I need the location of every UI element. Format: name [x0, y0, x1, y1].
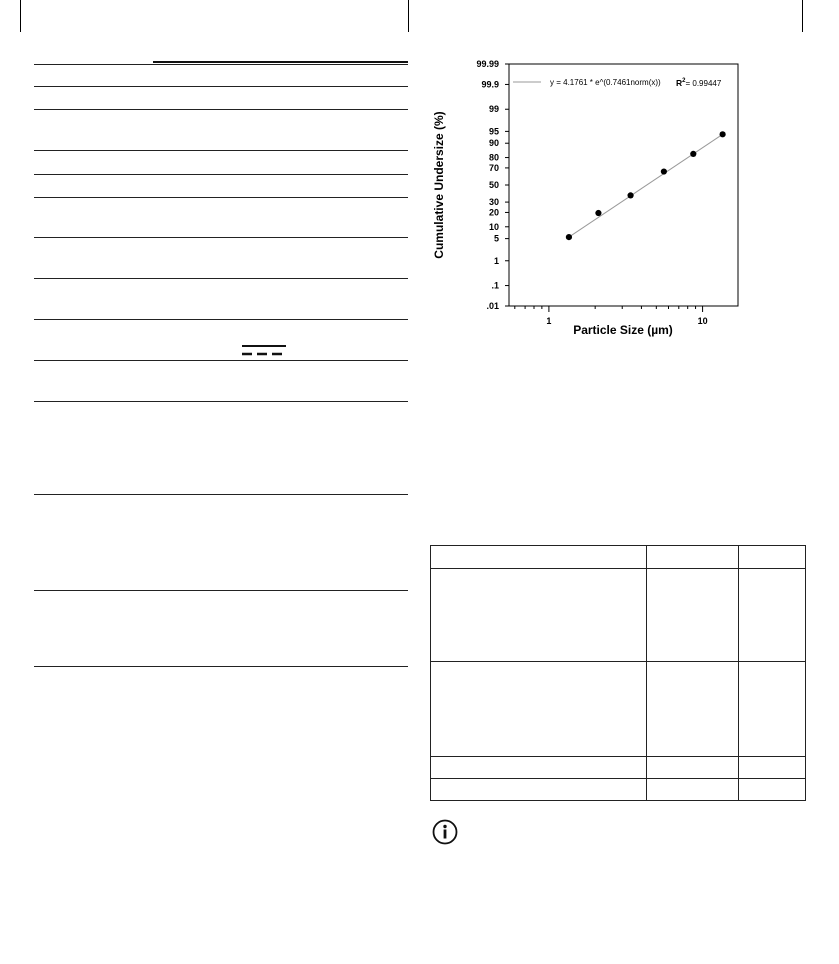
- y-tick-label: 95: [488, 126, 499, 137]
- table-cell: [647, 779, 739, 801]
- y-tick-label: 5: [493, 233, 499, 244]
- data-point: [661, 168, 667, 174]
- data-point: [595, 210, 601, 216]
- y-tick-label: 99.99: [476, 59, 499, 69]
- y-tick-label: 20: [488, 207, 499, 218]
- data-point: [690, 151, 696, 157]
- table-cell: [647, 546, 739, 569]
- table-rule: [34, 64, 408, 65]
- table-cell: [739, 569, 806, 662]
- table-rule: [34, 494, 408, 495]
- table-row: [431, 779, 806, 801]
- x-axis-title: Particle Size (µm): [573, 323, 673, 337]
- table-rule: [34, 590, 408, 591]
- table-cell: [647, 757, 739, 779]
- y-tick-label: 70: [488, 162, 499, 173]
- table-row: [431, 569, 806, 662]
- table-rule: [34, 86, 408, 87]
- table-cell: [739, 757, 806, 779]
- line-style-legend-icon: [242, 344, 286, 356]
- table-cell: [431, 546, 647, 569]
- table-cell: [647, 662, 739, 757]
- data-point: [720, 131, 726, 137]
- y-axis-title: Cumulative Undersize (%): [432, 111, 446, 259]
- y-tick-label: 50: [488, 180, 499, 190]
- table-rule: [34, 109, 408, 110]
- y-axis-ticks: [476, 59, 509, 311]
- crop-mark-top-left: [20, 0, 21, 32]
- table-rule: [34, 174, 408, 175]
- table-cell: [431, 757, 647, 779]
- table-row: [431, 757, 806, 779]
- table-cell: [739, 546, 806, 569]
- right-table: [430, 545, 806, 801]
- crop-mark-top-right: [802, 0, 803, 32]
- table-cell: [647, 569, 739, 662]
- y-tick-label: 10: [488, 221, 499, 232]
- particle-size-probability-chart: [425, 52, 755, 352]
- table-rule: [34, 319, 408, 320]
- table-cell: [431, 662, 647, 757]
- table-cell: [739, 662, 806, 757]
- table-rule: [34, 360, 408, 361]
- table-rule-thick: [153, 61, 408, 63]
- data-point: [627, 192, 633, 198]
- y-tick-label: 99: [488, 104, 499, 115]
- x-tick-label: 10: [697, 316, 708, 326]
- table-row: [431, 662, 806, 757]
- y-tick-label: .01: [486, 301, 499, 311]
- table-rule: [34, 278, 408, 279]
- r-squared-r: R: [676, 78, 683, 88]
- r-squared-label: [676, 78, 722, 88]
- data-point: [566, 234, 572, 240]
- table-rule: [34, 150, 408, 151]
- table-row: [431, 546, 806, 569]
- y-tick-label: 30: [488, 197, 499, 208]
- fit-equation: y = 4.1761 * e^(0.7461norm(x)): [550, 78, 661, 87]
- table-cell: [431, 569, 647, 662]
- table-cell: [739, 779, 806, 801]
- r-squared-exp: 2: [682, 78, 686, 84]
- y-tick-label: .1: [491, 280, 499, 291]
- r-squared-value: = 0.99447: [685, 79, 722, 88]
- table-rule: [34, 237, 408, 238]
- table-rule: [34, 401, 408, 402]
- table-rule: [34, 197, 408, 198]
- info-icon: [432, 819, 458, 845]
- y-tick-label: 1: [493, 255, 499, 266]
- crop-mark-top-center: [408, 0, 409, 32]
- table-cell: [431, 779, 647, 801]
- plot-frame: [509, 64, 738, 306]
- table-rule: [34, 666, 408, 667]
- fit-line: [569, 134, 723, 237]
- y-tick-label: 90: [488, 138, 499, 149]
- y-tick-label: 99.9: [481, 79, 499, 90]
- x-tick-label: 1: [546, 316, 552, 326]
- y-tick-label: 80: [488, 152, 499, 163]
